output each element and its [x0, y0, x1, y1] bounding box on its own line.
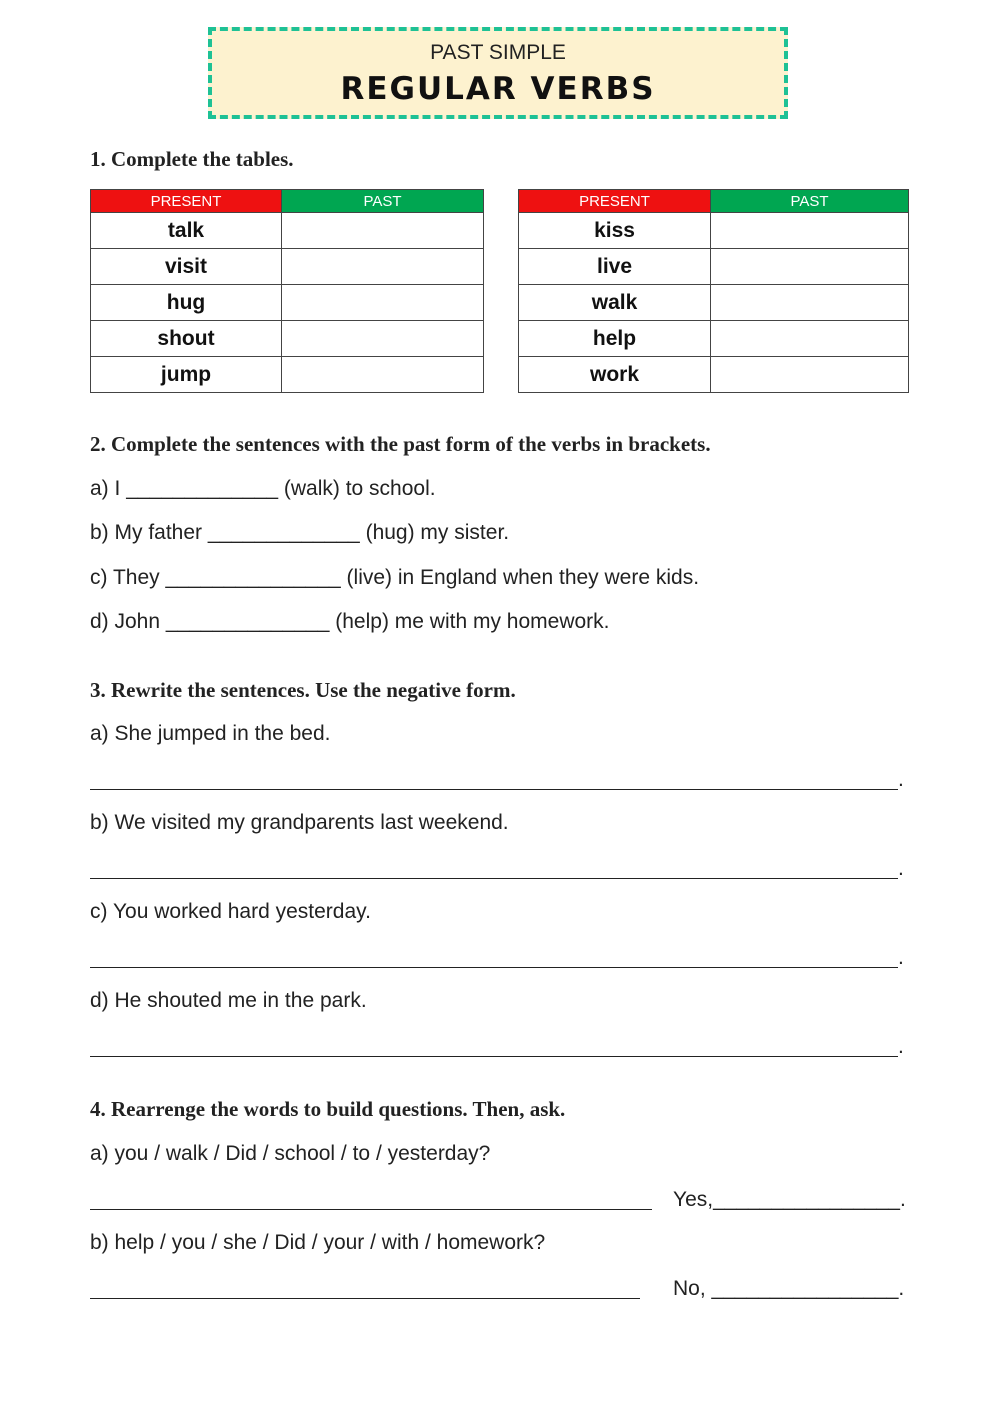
- present-header: PRESENT: [519, 190, 711, 213]
- worksheet-subtitle: PAST SIMPLE: [430, 41, 566, 64]
- present-verb: work: [519, 357, 711, 393]
- past-answer-cell[interactable]: [711, 285, 909, 321]
- sentence-end: (live) in England when they were kids.: [346, 566, 700, 589]
- short-answer-blank[interactable]: ________________: [713, 1188, 900, 1211]
- present-verb: walk: [519, 285, 711, 321]
- present-verb: live: [519, 249, 711, 285]
- section2-heading: 2. Complete the sentences with the past form of the verbs in brackets.: [90, 432, 711, 456]
- sentence-end: (hug) my sister.: [365, 521, 510, 544]
- sentence-d: [90, 610, 610, 634]
- past-header: PAST: [282, 190, 484, 213]
- present-verb: help: [519, 321, 711, 357]
- line-end-dot: .: [898, 768, 904, 791]
- question-prompt: a) you / walk / Did / school / to / yesterday?: [90, 1142, 491, 1165]
- short-answer-start: Yes,: [673, 1188, 714, 1211]
- sentence-a: [90, 477, 436, 501]
- section3-heading: 3. Rewrite the sentences. Use the negative form.: [90, 678, 516, 702]
- past-answer-cell[interactable]: [711, 321, 909, 357]
- present-verb: hug: [91, 285, 282, 321]
- answer-line[interactable]: [90, 1056, 898, 1057]
- worksheet-title: REGULAR VERBS: [340, 71, 656, 107]
- present-verb: talk: [91, 213, 282, 249]
- answer-blank[interactable]: _____________: [126, 477, 279, 500]
- past-answer-cell[interactable]: [282, 285, 484, 321]
- answer-blank[interactable]: _____________: [207, 521, 360, 544]
- rewrite-sentence: a) She jumped in the bed.: [90, 722, 331, 745]
- line-end-dot: .: [898, 1035, 904, 1058]
- rewrite-sentence: c) You worked hard yesterday.: [90, 900, 371, 923]
- sentence-start: b) My father: [90, 521, 203, 544]
- past-answer-cell[interactable]: [282, 249, 484, 285]
- answer-blank[interactable]: _______________: [165, 566, 341, 589]
- answer-blank[interactable]: ______________: [165, 610, 330, 633]
- line-end-dot: .: [899, 1188, 906, 1211]
- section4-heading: 4. Rearrenge the words to build questions. Then, ask.: [90, 1097, 566, 1121]
- rewrite-sentence: b) We visited my grandparents last weekend.: [90, 811, 509, 834]
- answer-line[interactable]: [90, 789, 898, 790]
- sentence-start: c) They: [90, 566, 160, 589]
- question-prompt: b) help / you / she / Did / your / with / homework?: [90, 1231, 546, 1254]
- title-box: [208, 27, 788, 119]
- past-answer-cell[interactable]: [711, 249, 909, 285]
- sentence-end: (walk) to school.: [283, 477, 436, 500]
- sentence-start: a) I: [90, 477, 121, 500]
- present-verb: jump: [91, 357, 282, 393]
- sentence-b: [90, 521, 509, 545]
- short-answer-blank[interactable]: ________________: [711, 1277, 899, 1300]
- past-answer-cell[interactable]: [282, 357, 484, 393]
- line-end-dot: .: [898, 857, 904, 880]
- answer-line[interactable]: [90, 967, 898, 968]
- answer-line[interactable]: [90, 878, 898, 879]
- sentence-start: d) John: [90, 610, 161, 633]
- rewrite-sentence: d) He shouted me in the park.: [90, 989, 367, 1012]
- short-answer: [673, 1188, 906, 1212]
- past-answer-cell[interactable]: [282, 321, 484, 357]
- line-end-dot: .: [898, 946, 904, 969]
- present-verb: visit: [91, 249, 282, 285]
- present-header: PRESENT: [91, 190, 282, 213]
- question-answer-line[interactable]: [90, 1298, 640, 1299]
- verb-table-left: [90, 189, 484, 393]
- present-verb: shout: [91, 321, 282, 357]
- past-answer-cell[interactable]: [282, 213, 484, 249]
- past-header: PAST: [711, 190, 909, 213]
- line-end-dot: .: [898, 1277, 905, 1300]
- verb-table-right: [518, 189, 909, 393]
- section1-heading: 1. Complete the tables.: [90, 147, 294, 171]
- past-answer-cell[interactable]: [711, 213, 909, 249]
- sentence-end: (help) me with my homework.: [335, 610, 610, 633]
- short-answer: [673, 1277, 904, 1301]
- short-answer-start: No,: [673, 1277, 706, 1300]
- present-verb: kiss: [519, 213, 711, 249]
- question-answer-line[interactable]: [90, 1209, 652, 1210]
- sentence-c: [90, 566, 699, 590]
- past-answer-cell[interactable]: [711, 357, 909, 393]
